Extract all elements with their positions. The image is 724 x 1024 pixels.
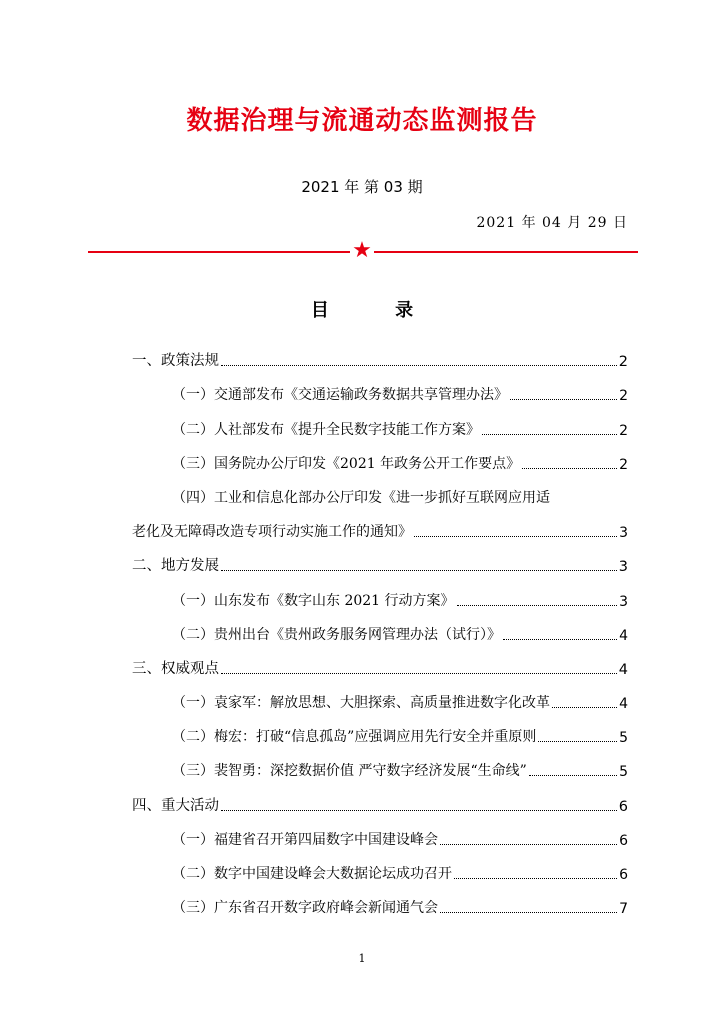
toc-entry[interactable] [132,849,628,883]
toc-entry-page: 4 [619,696,628,713]
toc-entry[interactable] [132,746,628,780]
toc-entry-label: （三）国务院办公厅印发《2021 年政务公开工作要点》 [172,455,521,472]
toc-leader-dots [522,467,617,469]
table-of-contents [132,336,628,917]
toc-entry-label: 四、重大活动 [132,797,219,814]
toc-leader-dots [457,604,618,606]
toc-entry[interactable] [132,473,628,507]
toc-entry-label: （三）裴智勇：深挖数据价值 严守数字经济发展“生命线” [172,763,527,780]
toc-leader-dots [552,706,617,708]
toc-entry[interactable] [132,644,628,678]
toc-leader-dots [482,433,617,435]
toc-leader-dots [454,877,617,879]
toc-entry-page: 7 [619,901,628,918]
toc-entry[interactable] [132,404,628,438]
toc-leader-dots [440,911,617,913]
toc-entry-page: 4 [619,627,628,644]
toc-entry[interactable] [132,610,628,644]
toc-leader-dots [503,638,617,640]
toc-entry-page: 3 [619,593,628,610]
toc-entry[interactable] [132,336,628,370]
toc-entry-label: 三、权威观点 [132,660,219,677]
toc-leader-dots [529,774,617,776]
toc-entry-continued[interactable] [132,507,628,541]
toc-entry-label: 老化及无障碍改造专项行动实施工作的通知》 [132,524,412,541]
toc-entry[interactable] [132,575,628,609]
toc-entry-page: 5 [619,764,628,781]
toc-entry-page: 2 [618,354,628,371]
toc-entry-page: 2 [619,456,628,473]
toc-entry[interactable] [132,712,628,746]
toc-entry[interactable] [132,815,628,849]
toc-entry-label: （一）福建省召开第四届数字中国建设峰会 [172,831,438,848]
toc-entry-label: （四）工业和信息化部办公厅印发《进一步抓好互联网应用适 [172,489,550,506]
toc-entry-label: （一）交通部发布《交通运输政务数据共享管理办法》 [172,387,508,404]
star-icon: ★ [350,239,374,263]
toc-entry[interactable] [132,370,628,404]
page-number: 1 [358,952,366,965]
toc-entry-page: 5 [619,730,628,747]
toc-entry-page: 3 [619,525,628,542]
toc-leader-dots [440,843,617,845]
toc-leader-dots [538,740,617,742]
toc-entry-page: 2 [619,422,628,439]
toc-entry[interactable] [132,780,628,814]
toc-leader-dots [221,569,617,571]
toc-entry-label: （二）贵州出台《贵州政务服务网管理办法（试行）》 [172,626,501,643]
toc-entry-label: （一）山东发布《数字山东 2021 行动方案》 [172,592,455,609]
toc-entry[interactable] [132,541,628,575]
toc-entry-page: 2 [619,388,628,405]
toc-entry[interactable] [132,678,628,712]
toc-leader-dots [221,672,617,674]
toc-entry-page: 6 [618,798,628,815]
toc-entry-page: 4 [618,661,628,678]
toc-entry-label: 一、政策法规 [132,353,219,370]
toc-entry-label: 二、地方发展 [132,558,219,575]
toc-entry[interactable] [132,883,628,917]
toc-entry-label: （二）数字中国建设峰会大数据论坛成功召开 [172,866,452,882]
toc-entry-page: 3 [618,559,628,576]
toc-entry[interactable] [132,439,628,473]
toc-entry-label: （二）人社部发布《提升全民数字技能工作方案》 [172,421,480,438]
toc-entry-page: 6 [619,867,628,883]
toc-leader-dots [510,398,617,400]
toc-entry-label: （一）袁家军：解放思想、大胆探索、高质量推进数字化改革 [172,695,550,712]
toc-entry-page: 6 [619,832,628,849]
issue-number: 2021 年 第 03 期 [301,178,423,196]
toc-leader-dots [221,809,617,811]
toc-entry-label: （三）广东省召开数字政府峰会新闻通气会 [172,900,438,917]
publish-date: 2021 年 04 月 29 日 [476,215,628,231]
toc-leader-dots [414,535,617,537]
toc-entry-label: （二）梅宏：打破“信息孤岛”应强调应用先行安全并重原则 [172,729,537,746]
report-title: 数据治理与流通动态监测报告 [186,106,538,136]
toc-leader-dots [221,364,617,366]
toc-heading: 目 录 [310,300,444,321]
